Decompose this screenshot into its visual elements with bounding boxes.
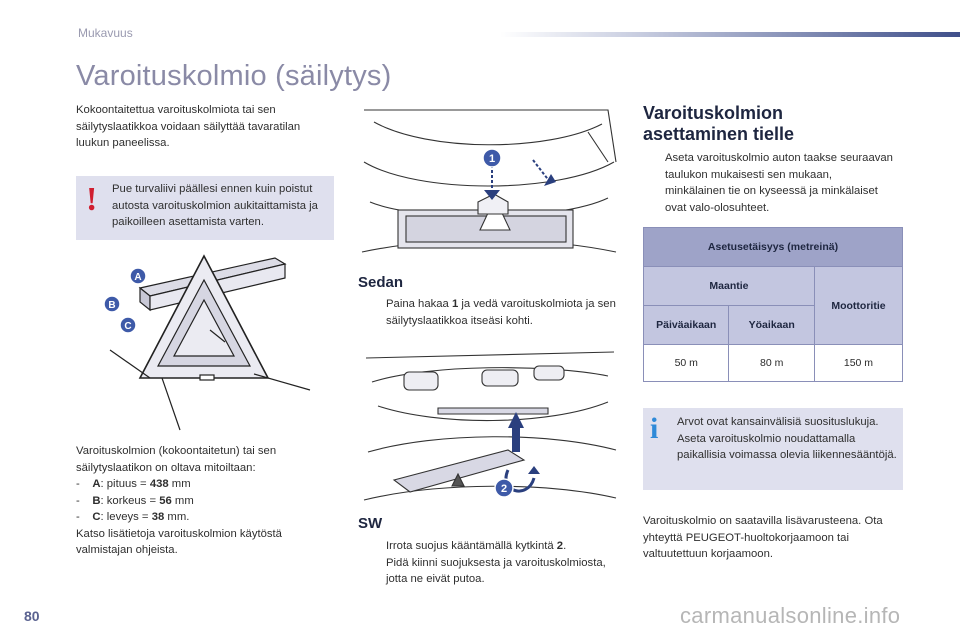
sw-bullet-1: Irrota suojus kääntämällä kytkintä 2.: [364, 538, 616, 555]
dimensions-intro: Varoituskolmion (kokoontaitetun) tai sen säilytyslaatikon on oltava mitoiltaan:: [76, 445, 277, 474]
bullet-marker: [364, 296, 386, 329]
placement-bullet: Aseta varoituskolmio auton taakse seuraavan taulukon mukaisesti sen mukaan, minkälainen tie on kyseessä ja minkälaiset ovat valo-olosuhteet.: [643, 150, 893, 216]
dash: -: [76, 494, 80, 507]
dimensions-outro: Katso lisätietoja varoituskolmion käytöstä valmistajan ohjeista.: [76, 527, 282, 556]
warning-text: Pue turvaliivi päällesi ennen kuin poistut autosta varoituskolmion aukitaittamista ja paikoilleen asettamista varten.: [112, 183, 318, 228]
label-a-icon: [130, 268, 146, 284]
label-c: C: [124, 321, 132, 332]
dimension-item-a: - A: pituus = 438 mm: [76, 478, 191, 490]
table-header-road: Maantie: [644, 267, 815, 306]
bullet-marker: [364, 538, 386, 555]
dimension-letter: A: [92, 478, 101, 490]
sw-illustration: [358, 342, 620, 510]
callout-2: 2: [500, 483, 508, 495]
header-divider-bar: [500, 32, 960, 37]
intro-paragraph: Kokoontaitettua varoituskolmiota tai sen säilytyslaatikkoa voidaan säilyttää tavaratilan luukun paneelissa.: [76, 104, 301, 149]
table-header-night: Yöaikaan: [729, 306, 814, 345]
label-c-icon: [120, 317, 136, 333]
sw-bullet-2: Pidä kiinni suojuksesta ja varoituskolmiosta, jotta ne eivät putoa.: [364, 555, 616, 588]
sedan-bullet: Paina hakaa 1 ja vedä varoituskolmiota ja sen säilytyslaatikkoa itseäsi kohti.: [364, 296, 616, 329]
sedan-title: Sedan: [358, 274, 404, 291]
table-cell: 50 m: [644, 345, 729, 382]
sw-title: SW: [358, 515, 383, 532]
callout-2-icon: [495, 479, 513, 497]
label-a: A: [134, 272, 142, 283]
watermark: carmanualsonline.info: [680, 603, 901, 628]
triangle-illustration: [100, 250, 335, 435]
placement-title: Varoituskolmion asettaminen tielle: [643, 103, 795, 144]
dimension-letter: B: [92, 494, 101, 507]
dash: -: [76, 478, 80, 490]
callout-1: 1: [488, 153, 496, 165]
section-label: Mukavuus: [78, 26, 133, 40]
warning-icon: !: [86, 181, 98, 218]
label-b: B: [108, 300, 116, 311]
dimensions-block: [76, 443, 326, 559]
page-title: Varoituskolmio (säilytys): [76, 60, 392, 92]
rotate-arrow-icon: [528, 466, 540, 474]
callout-1-icon: [483, 149, 501, 167]
table-cell: 80 m: [729, 345, 814, 382]
table-caption: Asetusetäisyys (metreinä): [644, 228, 903, 267]
bullet-marker: [643, 150, 665, 216]
page-number: 80: [24, 608, 40, 624]
dash: -: [76, 511, 80, 523]
info-icon: i: [650, 412, 659, 445]
dimension-letter: C: [92, 511, 101, 523]
distance-table: [643, 227, 903, 382]
sw-bullets: [364, 538, 616, 588]
sedan-illustration: [358, 102, 620, 260]
table-header-day: Päiväaikaan: [644, 306, 729, 345]
info-text: Arvot ovat kansainvälisiä suosituslukuja. Aseta varoituskolmio noudattamalla paikallisia voimassa olevia liikennesääntöjä.: [677, 416, 897, 461]
dimension-item-b: - B: korkeus = 56 mm: [76, 494, 194, 507]
bullet-marker: [364, 555, 386, 588]
label-b-icon: [104, 296, 120, 312]
table-header-motorway: Moottoritie: [814, 267, 902, 345]
table-cell: 150 m: [814, 345, 902, 382]
dimension-item-c: - C: leveys = 38 mm.: [76, 511, 190, 523]
accessory-note: Varoituskolmio on saatavilla lisävarusteena. Ota yhteyttä PEUGEOT-huoltokorjaamoon tai valtuutettuun korjaamoon.: [643, 515, 883, 560]
